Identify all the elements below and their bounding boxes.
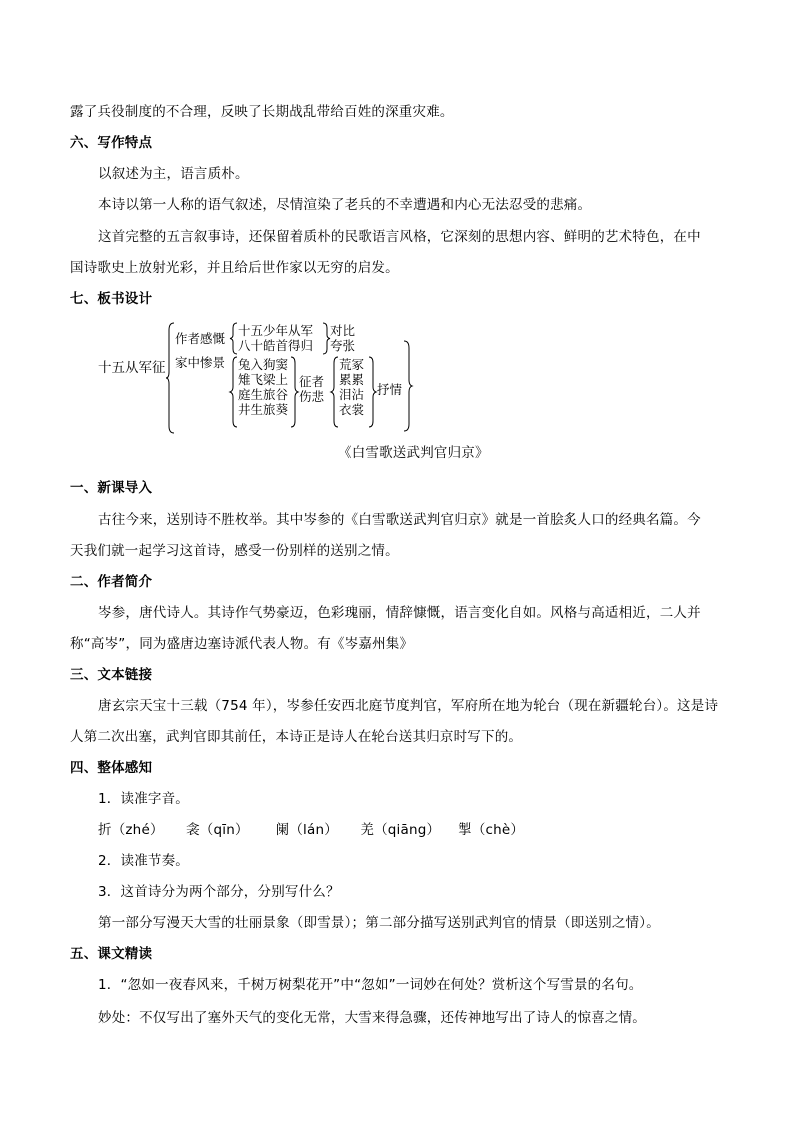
board-author-item: 十五少年从军 xyxy=(238,323,314,338)
board-home-mid-item: 伤悲 xyxy=(299,389,325,404)
paragraph-line: 古往今来，送别诗不胜枚举。其中岑参的《白雪歌送武判官归京》就是一首脍炙人口的经典名篇。今 xyxy=(98,512,701,528)
poem-title: 《白雪歌送武判官归京》 xyxy=(338,445,489,461)
board-author-item: 八十皓首得归 xyxy=(238,338,314,353)
brace-home-right-left xyxy=(331,356,339,428)
paragraph-line: 露了兵役制度的不合理，反映了长期战乱带给百姓的深重灾难。 xyxy=(70,104,454,120)
board-home-right xyxy=(339,357,364,417)
paragraph-line: 本诗以第一人称的语气叙述，尽情渲染了老兵的不幸遭遇和内心无法忍受的悲痛。 xyxy=(98,197,592,213)
section-heading-author: 二、作者简介 xyxy=(70,574,153,590)
board-home-mid-item: 征者 xyxy=(299,374,325,389)
brace-author xyxy=(230,322,238,355)
board-home-right-item: 衣裳 xyxy=(339,402,365,417)
board-home-item: 兔入狗窦 xyxy=(238,357,289,372)
board-end-lyric: 抒情 xyxy=(377,382,403,397)
board-home-item: 雉飞梁上 xyxy=(238,372,289,387)
board-home-right-item: 荒冢 xyxy=(339,357,365,372)
board-branch-author: 作者感慨 xyxy=(175,331,226,346)
section-heading-intro: 一、新课导入 xyxy=(70,480,153,496)
board-home-item: 庭生旅谷 xyxy=(238,387,289,402)
board-home-right-item: 泪沾 xyxy=(339,387,365,402)
paragraph-line: 人第二次出塞，武判官即其前任，本诗正是诗人在轮台送其归京时写下的。 xyxy=(70,729,523,745)
paragraph-line: 唐玄宗天宝十三载（754 年），岑参任安西北庭节度判官，军府所在地为轮台（现在新疆轮台）。这是诗 xyxy=(98,698,719,714)
board-home-item: 井生旅葵 xyxy=(238,402,289,417)
section-heading-overview: 四、整体感知 xyxy=(70,760,153,776)
board-author-tags xyxy=(330,323,355,353)
answer-line: 第一部分写漫天大雪的壮丽景象（即雪景）；第二部分描写送别武判官的情景（即送别之情）。 xyxy=(98,915,660,931)
pronunciation-line: 折（zhé） 衾（qīn） 阑（lán） 羌（qiāng） 掣（chè） xyxy=(98,822,525,838)
question-line: 1．读准字音。 xyxy=(98,791,189,807)
answer-line: 妙处：不仅写出了塞外天气的变化无常，大雪来得急骤，还传神地写出了诗人的惊喜之情。 xyxy=(98,1010,646,1026)
section-heading-writing-features: 六、写作特点 xyxy=(70,135,153,151)
section-heading-board-design: 七、板书设计 xyxy=(70,291,153,307)
board-root: 十五从军征 xyxy=(98,360,166,376)
board-home-right-item: 累累 xyxy=(339,372,365,387)
board-author-items xyxy=(238,323,313,353)
section-heading-close-reading: 五、课文精读 xyxy=(70,946,153,962)
paragraph-line: 称“高岑”，同为盛唐边塞诗派代表人物。有《岑嘉州集》 xyxy=(70,636,414,652)
paragraph-line: 这首完整的五言叙事诗，还保留着质朴的民歌语言风格，它深刻的思想内容、鲜明的艺术特色，在中 xyxy=(98,229,701,245)
board-author-tag: 对比 xyxy=(330,323,356,338)
paragraph-line: 岑参，唐代诗人。其诗作气势豪迈，色彩瑰丽，情辞慷慨，语言变化自如。风格与高适相近，二人并 xyxy=(98,605,701,621)
question-line: 1．“忽如一夜春风来，千树万树梨花开”中“忽如”一词妙在何处？赏析这个写雪景的名句。 xyxy=(98,977,643,993)
paragraph-line: 国诗歌史上放射光彩，并且给后世作家以无穷的启发。 xyxy=(70,260,399,276)
board-home-mid xyxy=(299,374,324,404)
paragraph-line: 以叙述为主，语言质朴。 xyxy=(98,166,249,182)
section-heading-context: 三、文本链接 xyxy=(70,667,153,683)
brace-author-right xyxy=(322,322,330,355)
board-home-items xyxy=(238,357,288,417)
brace-home-end xyxy=(368,356,376,428)
board-branch-home: 家中惨景 xyxy=(175,355,226,370)
question-line: 3．这首诗分为两个部分，分别写什么？ xyxy=(98,884,340,900)
brace-home-right xyxy=(290,356,298,428)
paragraph-line: 天我们就一起学习这首诗，感受一份别样的送别之情。 xyxy=(70,543,399,559)
question-line: 2．读准节奏。 xyxy=(98,853,189,869)
brace-final xyxy=(403,340,413,432)
board-author-tag: 夸张 xyxy=(330,338,356,353)
brace-home xyxy=(230,356,238,428)
